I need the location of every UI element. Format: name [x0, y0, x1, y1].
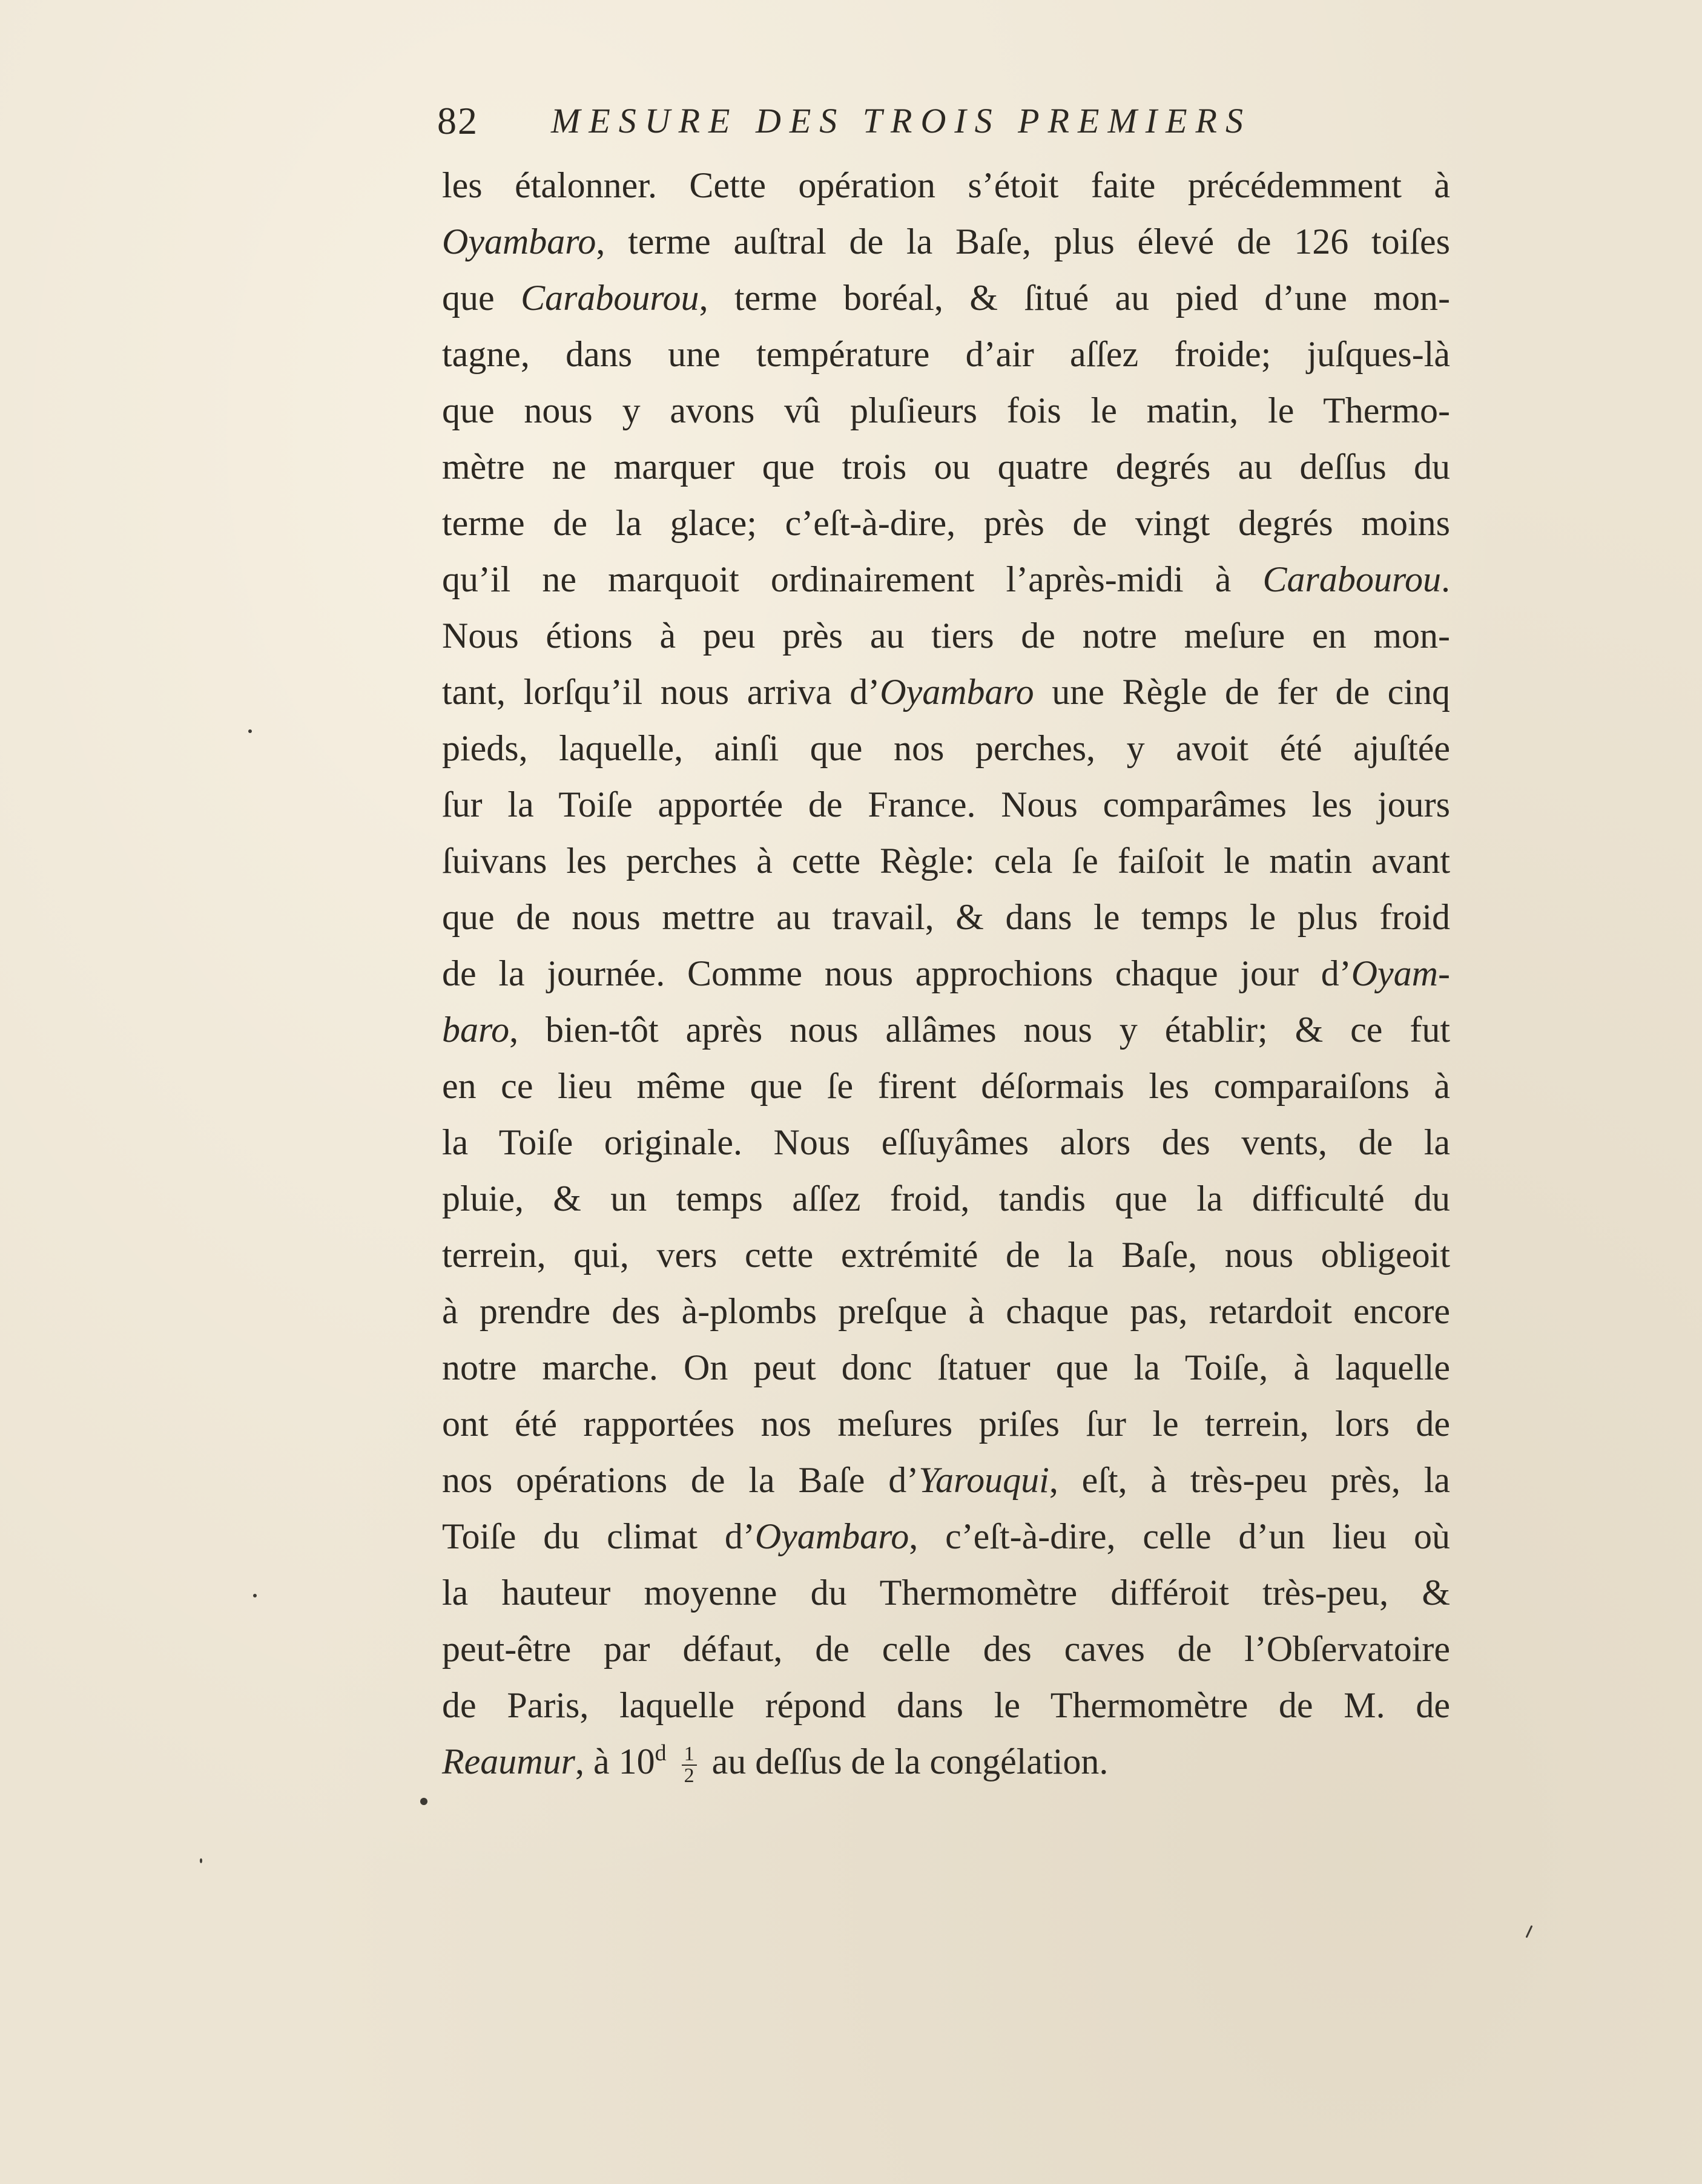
- italic-run: Carabourou: [1262, 559, 1441, 599]
- text-run: que: [442, 278, 521, 318]
- superscript: d: [655, 1740, 667, 1766]
- text-line: [442, 270, 1450, 326]
- text-run: pieds, laquelle, ainſi que nos perches, y avoit été ajuſtée: [442, 728, 1450, 768]
- text-run: ſur la Toiſe apportée de France. Nous comparâmes les jours: [442, 784, 1450, 824]
- text-line: [442, 551, 1450, 608]
- text-line: [442, 214, 1450, 270]
- running-head: [437, 91, 1345, 151]
- italic-run: Oyambaro: [754, 1516, 909, 1556]
- italic-run: Oyambaro: [880, 672, 1034, 712]
- text-run: la Toiſe originale. Nous eſſuyâmes alors des vents, de la: [442, 1122, 1450, 1162]
- italic-run: Carabourou: [521, 278, 699, 318]
- text-run: , terme auſtral de la Baſe, plus élevé de 126 toiſes: [596, 222, 1450, 261]
- italic-run: Oyambaro: [442, 222, 596, 261]
- page-number: 82: [437, 99, 478, 142]
- text-run: notre marche. On peut donc ſtatuer que la Toiſe, à laquelle: [442, 1347, 1450, 1387]
- paper-speck: [253, 1594, 257, 1597]
- text-line: [442, 1621, 1450, 1677]
- text-run: terrein, qui, vers cette extrémité de la Baſe, nous obligeoit: [442, 1235, 1450, 1275]
- text-run: à prendre des à-plombs preſque à chaque pas, retardoit encore: [442, 1291, 1450, 1331]
- text-line: [442, 608, 1450, 664]
- text-line: [442, 1114, 1450, 1171]
- text-run: de la journée. Comme nous approchions chaque jour d’: [442, 953, 1351, 993]
- fraction: [682, 1744, 697, 1786]
- text-run: peut-être par défaut, de celle des caves de l’Obſervatoire: [442, 1629, 1450, 1669]
- text-run: , c’eſt-à-dire, celle d’un lieu où: [909, 1516, 1450, 1556]
- text-run: , eſt, à très-peu près, la: [1049, 1460, 1450, 1500]
- text-run: qu’il ne marquoit ordinairement l’après-midi à: [442, 559, 1263, 599]
- fraction-denominator: 2: [684, 1765, 694, 1788]
- text-line: [442, 889, 1450, 946]
- text-line: [442, 1283, 1450, 1340]
- text-run: une Règle de fer de cinq: [1034, 672, 1450, 712]
- text-run: ſuivans les perches à cette Règle: cela ſe faiſoit le matin avant: [442, 841, 1450, 881]
- text-run: , bien-tôt après nous allâmes nous y établir; & ce fut: [509, 1010, 1450, 1050]
- text-line: [442, 1734, 1450, 1790]
- text-run: .: [1441, 559, 1450, 599]
- italic-run: Yarouqui: [919, 1460, 1049, 1500]
- text-run: tant, lorſqu’il nous arriva d’: [442, 672, 880, 712]
- text-line: [442, 777, 1450, 833]
- text-line: [442, 664, 1450, 720]
- body-text: [442, 157, 1450, 1790]
- text-run: tagne, dans une température d’air aſſez froide; juſques-là: [442, 334, 1450, 374]
- text-line: [442, 1508, 1450, 1565]
- paper-speck: [1525, 1925, 1532, 1938]
- text-run: , terme boréal, & ſitué au pied d’une mon-: [699, 278, 1450, 318]
- text-line: [442, 720, 1450, 777]
- text-run: Toiſe du climat d’: [442, 1516, 755, 1556]
- text-run: mètre ne marquer que trois ou quatre degrés au deſſus du: [442, 447, 1450, 487]
- fraction-numerator: 1: [682, 1744, 697, 1766]
- paper-speck: [248, 729, 252, 733]
- text-run: ont été rapportées nos meſures priſes ſur le terrein, lors de: [442, 1404, 1450, 1444]
- paper-speck: [200, 1858, 202, 1863]
- text-run: les étalonner. Cette opération s’étoit faite précédemment à: [442, 165, 1450, 205]
- text-run: que nous y avons vû pluſieurs fois le matin, le Thermo-: [442, 390, 1450, 430]
- text-run: la hauteur moyenne du Thermomètre différoit très-peu, &: [442, 1573, 1450, 1613]
- text-line: [442, 1171, 1450, 1227]
- text-run: que de nous mettre au travail, & dans le temps le plus froid: [442, 897, 1450, 937]
- text-line: [442, 383, 1450, 439]
- text-line: [442, 495, 1450, 551]
- text-run: [667, 1742, 676, 1781]
- text-run: nos opérations de la Baſe d’: [442, 1460, 919, 1500]
- text-run: , à 10: [575, 1742, 655, 1781]
- text-run: en ce lieu même que ſe firent déſormais les comparaiſons à: [442, 1066, 1450, 1106]
- italic-run: Reaumur: [442, 1742, 575, 1781]
- text-line: [442, 946, 1450, 1002]
- text-run: terme de la glace; c’eſt-à-dire, près de vingt degrés moins: [442, 503, 1450, 543]
- text-line: [442, 326, 1450, 383]
- italic-run: Oyam-: [1351, 953, 1450, 993]
- text-line: [442, 1340, 1450, 1396]
- running-title: MESURE DES TROIS PREMIERS: [551, 101, 1252, 140]
- text-line: [442, 1227, 1450, 1283]
- paper-speck: [420, 1798, 427, 1805]
- text-line: [442, 1058, 1450, 1114]
- text-line: [442, 1396, 1450, 1452]
- text-run: au deſſus de la congélation.: [702, 1742, 1109, 1781]
- text-line: [442, 1002, 1450, 1058]
- text-run: Nous étions à peu près au tiers de notre meſure en mon-: [442, 616, 1450, 656]
- text-line: [442, 157, 1450, 214]
- text-line: [442, 1677, 1450, 1734]
- text-line: [442, 833, 1450, 889]
- text-line: [442, 439, 1450, 495]
- text-run: de Paris, laquelle répond dans le Thermomètre de M. de: [442, 1685, 1450, 1725]
- text-line: [442, 1452, 1450, 1508]
- text-line: [442, 1565, 1450, 1621]
- italic-run: baro: [442, 1010, 510, 1050]
- text-run: pluie, & un temps aſſez froid, tandis que la difficulté du: [442, 1179, 1450, 1219]
